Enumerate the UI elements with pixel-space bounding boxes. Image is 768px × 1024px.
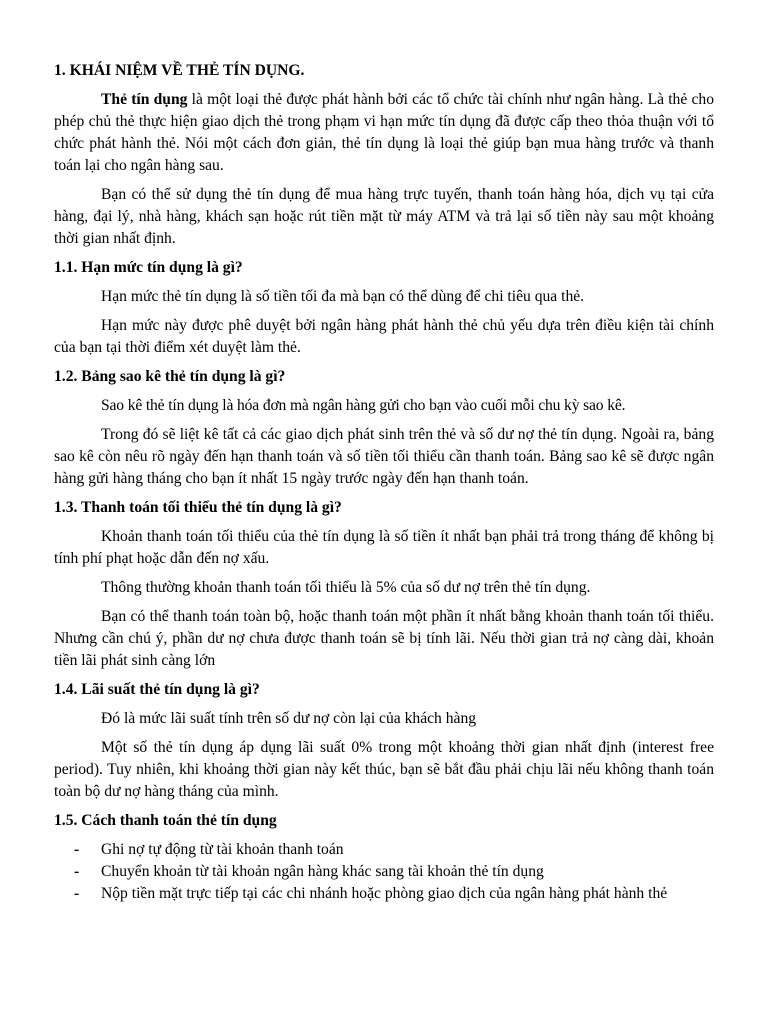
term-bold: Thẻ tín dụng (101, 91, 188, 108)
paragraph-interest-rate-2: Một số thẻ tín dụng áp dụng lãi suất 0% trong một khoảng thời gian nhất định (interest free period). Tuy nhiên, khi khoảng thời gian này kết thúc, bạn sẽ bắt đầu phải chịu lãi nếu không thanh toán toàn bộ dư nợ hàng tháng của mình. (54, 739, 714, 800)
bullet-dash: - (74, 863, 80, 880)
list-item (54, 839, 714, 861)
list-item (54, 883, 714, 905)
paragraph-minimum-payment-3: Bạn có thể thanh toán toàn bộ, hoặc thanh toán một phần ít nhất bằng khoản thanh toán tối thiểu. Nhưng cần chú ý, phần dư nợ chưa được thanh toán sẽ bị tính lãi. Nếu thời gian trả nợ càng dài, khoản tiền lãi phát sinh càng lớn (54, 608, 714, 669)
section-title: 1. KHÁI NIỆM VỀ THẺ TÍN DỤNG. (54, 62, 305, 79)
list-item-text: Nộp tiền mặt trực tiếp tại các chi nhánh hoặc phòng giao dịch của ngân hàng phát hành thẻ (101, 885, 668, 902)
subsection-title-statement: 1.2. Bảng sao kê thẻ tín dụng là gì? (54, 368, 286, 385)
list-item-text: Chuyển khoản từ tài khoản ngân hàng khác sang tài khoản thẻ tín dụng (101, 863, 544, 880)
subsection-title-payment-methods: 1.5. Cách thanh toán thẻ tín dụng (54, 812, 277, 829)
subsection-title-minimum-payment: 1.3. Thanh toán tối thiểu thẻ tín dụng là gì? (54, 499, 342, 516)
paragraph-minimum-payment-2: Thông thường khoản thanh toán tối thiểu là 5% của số dư nợ trên thẻ tín dụng. (101, 579, 591, 596)
subsection-title-interest-rate: 1.4. Lãi suất thẻ tín dụng là gì? (54, 681, 260, 698)
paragraph-minimum-payment-1: Khoản thanh toán tối thiểu của thẻ tín dụng là số tiền ít nhất bạn phải trả trong tháng để không bị tính phí phạt hoặc dẫn đến nợ xấu. (54, 528, 714, 567)
paragraph-statement-1: Sao kê thẻ tín dụng là hóa đơn mà ngân hàng gửi cho bạn vào cuối mỗi chu kỳ sao kê. (101, 397, 626, 414)
paragraph-usage: Bạn có thể sử dụng thẻ tín dụng để mua hàng trực tuyến, thanh toán hàng hóa, dịch vụ tại cửa hàng, đại lý, nhà hàng, khách sạn hoặc rút tiền mặt từ máy ATM và trả lại số tiền này sau một khoảng thời gian nhất định. (54, 186, 714, 247)
paragraph-interest-rate-1: Đó là mức lãi suất tính trên số dư nợ còn lại của khách hàng (101, 710, 477, 727)
subsection-title-credit-limit: 1.1. Hạn mức tín dụng là gì? (54, 259, 243, 276)
bullet-dash: - (74, 841, 80, 858)
bullet-dash: - (74, 885, 80, 902)
list-item-text: Ghi nợ tự động từ tài khoản thanh toán (101, 841, 344, 858)
paragraph-definition (54, 89, 714, 177)
list-item (54, 861, 714, 883)
paragraph-statement-2: Trong đó sẽ liệt kê tất cả các giao dịch phát sinh trên thẻ và số dư nợ thẻ tín dụng. Ngoài ra, bảng sao kê còn nêu rõ ngày đến hạn thanh toán và số tiền tối thiểu cần thanh toán. Bảng sao kê sẽ được ngân hàng gửi hàng tháng cho bạn ít nhất 15 ngày trước ngày đến hạn thanh toán. (54, 426, 714, 487)
paragraph-credit-limit-2: Hạn mức này được phê duyệt bởi ngân hàng phát hành thẻ chủ yếu dựa trên điều kiện tài chính của bạn tại thời điểm xét duyệt làm thẻ. (54, 317, 714, 356)
definition-text: là một loại thẻ được phát hành bởi các tổ chức tài chính như ngân hàng. Là thẻ cho phép chủ thẻ thực hiện giao dịch thẻ trong phạm vi hạn mức tín dụng đã được cấp theo thỏa thuận với tổ chức phát hành thẻ. Nói một cách đơn giản, thẻ tín dụng là loại thẻ giúp bạn mua hàng trước và thanh toán lại cho ngân hàng sau. (54, 91, 714, 174)
paragraph-credit-limit-1: Hạn mức thẻ tín dụng là số tiền tối đa mà bạn có thể dùng để chi tiêu qua thẻ. (101, 288, 585, 305)
payment-methods-list (54, 839, 714, 905)
